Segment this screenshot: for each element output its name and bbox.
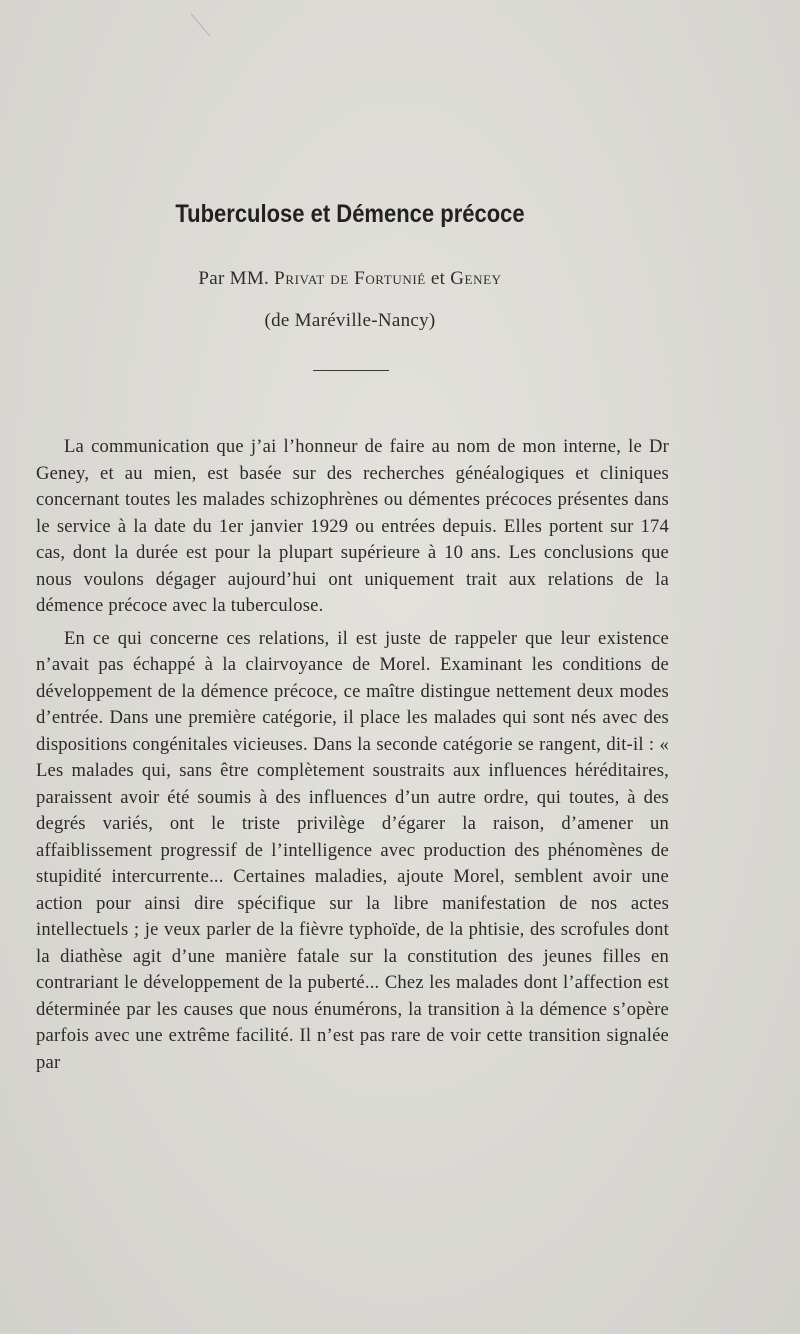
article-body (36, 434, 669, 1076)
paragraph-1: La communication que j’ai l’honneur de faire au nom de mon interne, le Dr Geney, et au mien, est basée sur des recherches généalogiques et cliniques concernant toutes les malades schizophrènes ou démentes précoces présentes dans le service à la date du 1er janvier 1929 ou entrées depuis. Elles portent sur 174 cas, dont la durée est pour la plupart supérieure à 10 ans. Les conclusions que nous voulons dégager aujourd’hui ont uniquement trait aux relations de la démence précoce avec la tuberculose. (36, 436, 669, 616)
authors-line (0, 268, 700, 290)
paragraph-2: En ce qui concerne ces relations, il est juste de rappeler que leur existence n’avait pas échappé à la clairvoyance de Morel. Examinant les conditions de développement de la démence précoce, ce maître distingue nettement deux modes d’entrée. Dans une première catégorie, il place les malades qui sont nés avec des dispositions congénitales vicieuses. Dans la seconde catégorie se rangent, dit-il : « Les malades qui, sans être complètement soustraits aux influences héréditaires, paraissent avoir été soumis à des influences d’un autre ordre, qui toutes, à des degrés variés, ont le triste privilège d’égarer la raison, d’amener un affaiblissement progressif de l’intelligence avec production des phénomènes de stupidité intercurrente... Certaines maladies, ajoute Morel, semblent avoir une action pour ainsi dire spécifique sur la libre manifestation de nos actes intellectuels ; je veux parler de la fièvre typhoïde, de la phtisie, des scrofules dont la diathèse agit d’une manière fatale sur la constitution des jeunes filles en contrariant le développement de la puberté... Chez les malades dont l’affection est déterminée par les causes que nous énumérons, la transition à la démence s’opère parfois avec une extrême facilité. Il n’est pas rare de voir cette transition signalée par (36, 627, 669, 1073)
authors-prefix: Par MM. (198, 268, 275, 289)
separator-rule (313, 370, 389, 371)
scan-artifact (190, 13, 210, 37)
article-title: Tuberculose et Démence précoce (175, 200, 525, 228)
author-name-2: Geney (450, 268, 502, 289)
affiliation: (de Maréville-Nancy) (264, 310, 436, 331)
author-name-1: Privat de Fortunié (274, 268, 426, 289)
authors-conjunction: et (425, 268, 451, 289)
